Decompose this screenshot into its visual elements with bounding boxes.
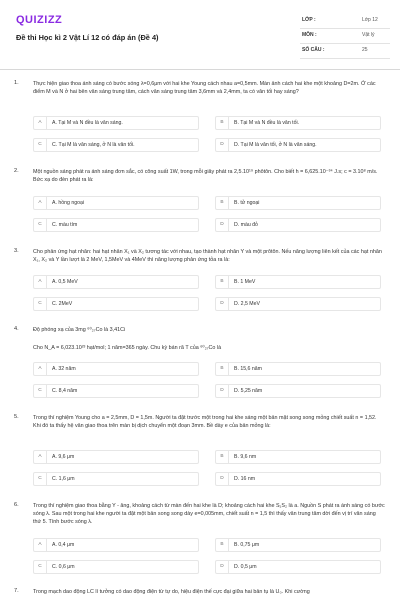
option-text: A. Tại M và N đều là vân sáng. bbox=[52, 120, 123, 126]
option-a[interactable] bbox=[33, 275, 199, 289]
option-c[interactable] bbox=[33, 384, 199, 398]
option-d[interactable] bbox=[215, 218, 381, 232]
question-text: Cho phản ứng hạt nhân: hai hạt nhân X₁ và X₂ tương tác với nhau, tạo thành hạt nhân Y và một prôtôn. Nếu năng lượng liên kết của các hạt nhân X₁, X₂ và Y lần lượt là 2 MeV, 1,5MeV và 4MeV thì năng lượng phản ứng tỏa ra là: bbox=[33, 249, 382, 263]
option-d[interactable] bbox=[215, 384, 381, 398]
meta-label: LỚP : bbox=[302, 17, 316, 23]
option-letter: B bbox=[216, 117, 229, 129]
question-number: 1. bbox=[14, 80, 19, 86]
option-letter: A bbox=[34, 363, 47, 375]
question-text: Trong mạch dao động LC lí tưởng có dao động điện từ tự do, hiệu điện thế cực đại giữa hai bản tụ là U₀. Khi cường bbox=[33, 589, 310, 595]
meta-row-subject bbox=[300, 29, 390, 44]
option-letter: D bbox=[216, 298, 229, 310]
option-text: A. 32 năm bbox=[52, 366, 76, 372]
option-a[interactable] bbox=[33, 196, 199, 210]
option-letter: A bbox=[34, 117, 47, 129]
question-number: 7. bbox=[14, 588, 19, 594]
option-b[interactable] bbox=[215, 450, 381, 464]
question-text: Trong thí nghiệm giao thoa bằng Y - âng, khoảng cách từ màn đến hai khe là D; khoảng cách hai khe S₁S₂ là a. Nguồn S phát ra ánh sáng có bước sóng λ. Sau một trong hai khe người ta đặt một bản song song dày e=0,005mm, chiết suất n = 1,5 thì thấy vân trung tâm dời đến vị trí vân sáng thứ 5. Tính bước sóng λ. bbox=[33, 503, 385, 525]
option-text: A. 0,5 MeV bbox=[52, 279, 78, 285]
option-text: A. hồng ngoại bbox=[52, 200, 85, 206]
quizizz-logo: QUIZIZZ bbox=[16, 14, 63, 26]
question-text: Độ phóng xạ của 3mg ⁶⁰₂₇Co là 3,41Ci bbox=[33, 327, 126, 333]
meta-row-class bbox=[300, 14, 390, 29]
option-text: B. 0,75 μm bbox=[234, 542, 260, 548]
meta-value: 25 bbox=[362, 47, 368, 53]
meta-value: Lớp 12 bbox=[362, 17, 378, 23]
option-a[interactable] bbox=[33, 362, 199, 376]
question-number: 3. bbox=[14, 248, 19, 254]
meta-value: Vật lý bbox=[362, 32, 375, 38]
option-letter: B bbox=[216, 363, 229, 375]
option-letter: B bbox=[216, 276, 229, 288]
option-text: B. 15,6 năm bbox=[234, 366, 262, 372]
option-d[interactable] bbox=[215, 138, 381, 152]
option-text: C. 8,4 năm bbox=[52, 388, 78, 394]
option-b[interactable] bbox=[215, 275, 381, 289]
option-d[interactable] bbox=[215, 560, 381, 574]
option-c[interactable] bbox=[33, 138, 199, 152]
option-text: C. Tại M là vân sáng, ở N là vân tối. bbox=[52, 142, 135, 148]
option-text: C. 1,6 μm bbox=[52, 476, 75, 482]
option-text: D. 5,25 năm bbox=[234, 388, 263, 394]
option-c[interactable] bbox=[33, 560, 199, 574]
meta-label: SỐ CÂU : bbox=[302, 47, 325, 53]
option-text: C. 2MeV bbox=[52, 301, 73, 307]
option-letter: C bbox=[34, 219, 47, 231]
option-b[interactable] bbox=[215, 538, 381, 552]
option-text: B. 1 MeV bbox=[234, 279, 256, 285]
option-d[interactable] bbox=[215, 297, 381, 311]
question-number: 5. bbox=[14, 414, 19, 420]
option-text: D. Tại M là vân tối, ở N là vân sáng. bbox=[234, 142, 317, 148]
question-text: Một nguồn sáng phát ra ánh sáng đơn sắc, có công suất 1W, trong mỗi giây phát ra 2,5.10¹⁹ phôtôn. Cho biết h = 6,625.10⁻³⁴ J.s; c = 3.10⁸ m/s. Bức xạ do đèn phát ra là: bbox=[33, 169, 378, 183]
option-text: D. màu đỏ bbox=[234, 222, 258, 228]
option-b[interactable] bbox=[215, 362, 381, 376]
document-header bbox=[0, 0, 400, 70]
option-letter: C bbox=[34, 298, 47, 310]
option-a[interactable] bbox=[33, 538, 199, 552]
question-number: 2. bbox=[14, 168, 19, 174]
question-text: Thực hiện giao thoa ánh sáng có bước sóng λ=0,6μm với hai khe Young cách nhau a=0,5mm. Màn ảnh cách hai khe một khoảng D=2m. Ở các điểm M và N ở hai bên vân sáng trung tâm, cách vân sáng trung tâm 3,6mm và 2,4mm, ta có vân tối hay sáng? bbox=[33, 81, 376, 95]
option-a[interactable] bbox=[33, 450, 199, 464]
question-extra-text: Cho N_A = 6,023.10²³ hạt/mol; 1 năm=365 ngày. Chu kỳ bán rã T của ⁶⁰₂₇Co là bbox=[33, 345, 222, 351]
option-letter: A bbox=[34, 451, 47, 463]
option-letter: B bbox=[216, 451, 229, 463]
option-b[interactable] bbox=[215, 116, 381, 130]
option-text: C. màu tím bbox=[52, 222, 78, 228]
meta-label: MÔN : bbox=[302, 32, 317, 38]
option-c[interactable] bbox=[33, 472, 199, 486]
option-letter: D bbox=[216, 139, 229, 151]
option-a[interactable] bbox=[33, 116, 199, 130]
option-letter: D bbox=[216, 561, 229, 573]
page-title: Đề thi Học kì 2 Vật Lí 12 có đáp án (Đề 4) bbox=[16, 33, 159, 42]
option-letter: A bbox=[34, 539, 47, 551]
meta-row-count bbox=[300, 44, 390, 59]
option-d[interactable] bbox=[215, 472, 381, 486]
option-text: A. 0,4 μm bbox=[52, 542, 75, 548]
option-text: B. tử ngoại bbox=[234, 200, 260, 206]
option-letter: C bbox=[34, 139, 47, 151]
option-text: D. 2,5 MeV bbox=[234, 301, 260, 307]
question-number: 6. bbox=[14, 502, 19, 508]
question-text: Trong thí nghiệm Young cho a = 2,5mm, D = 1,5m. Người ta đặt trước một trong hai khe sáng một bản mặt song song mỏng chiết suất n = 1,52. Khi đó ta thấy hệ vân giao thoa trên màn bị dịch chuyển một đoạn 3mm. Bề dày e của bản mỏng là: bbox=[33, 415, 377, 429]
option-letter: D bbox=[216, 473, 229, 485]
option-letter: B bbox=[216, 197, 229, 209]
option-c[interactable] bbox=[33, 297, 199, 311]
option-text: B. Tại M và N đều là vân tối. bbox=[234, 120, 300, 126]
option-letter: D bbox=[216, 385, 229, 397]
option-text: B. 9,6 nm bbox=[234, 454, 257, 460]
meta-info bbox=[300, 14, 390, 59]
option-letter: A bbox=[34, 276, 47, 288]
option-c[interactable] bbox=[33, 218, 199, 232]
option-letter: D bbox=[216, 219, 229, 231]
option-letter: C bbox=[34, 561, 47, 573]
option-text: A. 9,6 μm bbox=[52, 454, 75, 460]
option-letter: C bbox=[34, 473, 47, 485]
option-b[interactable] bbox=[215, 196, 381, 210]
question-number: 4. bbox=[14, 326, 19, 332]
option-letter: A bbox=[34, 197, 47, 209]
option-text: D. 0,5 μm bbox=[234, 564, 257, 570]
option-letter: C bbox=[34, 385, 47, 397]
option-letter: B bbox=[216, 539, 229, 551]
option-text: C. 0,6 μm bbox=[52, 564, 75, 570]
option-text: D. 16 nm bbox=[234, 476, 256, 482]
